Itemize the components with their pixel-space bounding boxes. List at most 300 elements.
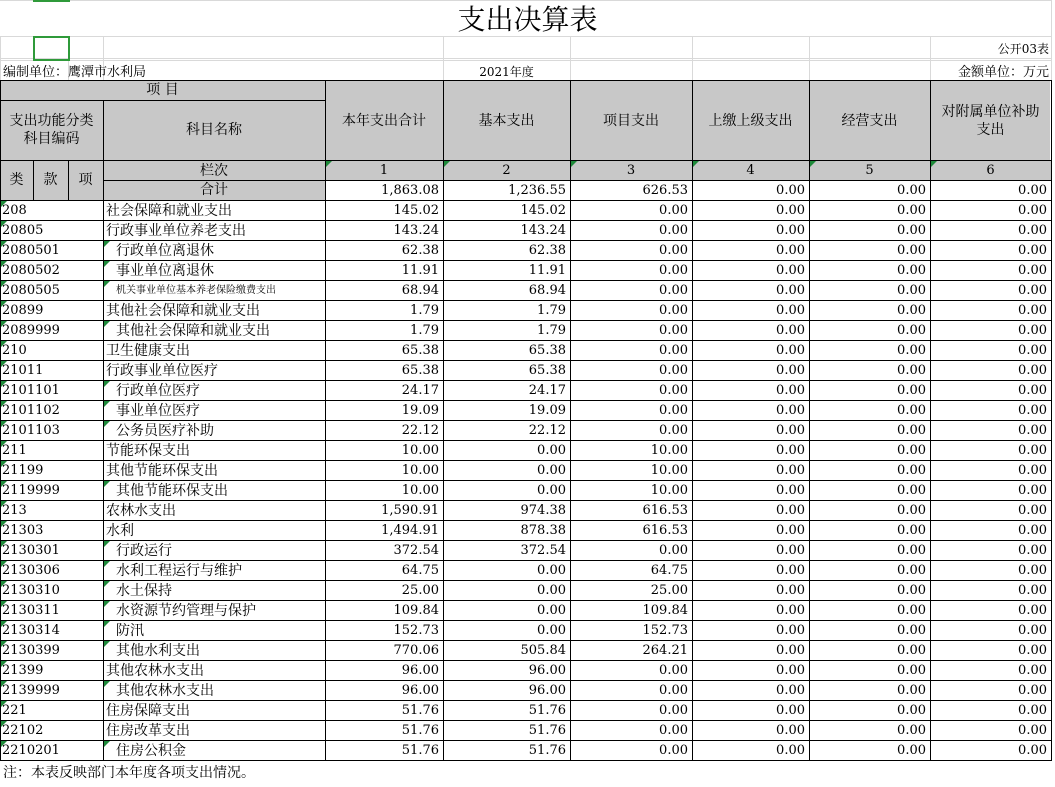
amount-cell-col4: 0.00 xyxy=(776,463,805,478)
table-border xyxy=(443,80,444,760)
amount-cell-col4: 0.00 xyxy=(776,563,805,578)
function-code: 2080505 xyxy=(2,283,60,298)
amount-cell-col6: 0.00 xyxy=(1018,623,1047,638)
table-border xyxy=(0,420,1051,421)
amount-cell-col2: 65.38 xyxy=(528,363,566,378)
function-code: 2101102 xyxy=(2,403,60,418)
amount-cell-col3: 0.00 xyxy=(659,363,688,378)
function-code: 21303 xyxy=(2,523,44,538)
amount-cell-col4: 0.00 xyxy=(776,483,805,498)
amount-cell-col1: 372.54 xyxy=(393,543,439,558)
header-lei: 类 xyxy=(9,172,24,188)
amount-cell-col2: 0.00 xyxy=(537,483,566,498)
function-code: 2130310 xyxy=(2,583,60,598)
function-code: 22102 xyxy=(2,723,44,738)
column-header-5: 经营支出 xyxy=(841,113,898,129)
amount-cell-col4: 0.00 xyxy=(776,643,805,658)
total-label: 合计 xyxy=(200,182,228,198)
cell-marker-icon xyxy=(571,161,577,167)
amount-cell-col5: 0.00 xyxy=(897,303,926,318)
amount-cell-col1: 51.76 xyxy=(401,723,439,738)
column-number-1: 1 xyxy=(379,163,389,178)
subject-name: 其他水利支出 xyxy=(116,643,200,659)
amount-cell-col1: 109.84 xyxy=(393,603,439,618)
column-header-6-line2: 支出 xyxy=(976,122,1005,138)
amount-cell-col2: 372.54 xyxy=(520,543,566,558)
table-border xyxy=(33,160,34,200)
table-border xyxy=(0,460,1051,461)
amount-cell-col4: 0.00 xyxy=(776,343,805,358)
amount-cell-col3: 0.00 xyxy=(659,323,688,338)
amount-cell-col3: 0.00 xyxy=(659,663,688,678)
amount-cell-col3: 0.00 xyxy=(659,243,688,258)
amount-cell-col2: 11.91 xyxy=(528,263,566,278)
column-header-6: 对附属单位补助 xyxy=(941,104,1040,120)
cell-marker-icon xyxy=(1,221,7,227)
amount-cell-col6: 0.00 xyxy=(1018,703,1047,718)
amount-cell-col3: 0.00 xyxy=(659,703,688,718)
header-column-no: 栏次 xyxy=(200,163,228,179)
amount-cell-col2: 1.79 xyxy=(537,303,566,318)
amount-cell-col1: 64.75 xyxy=(401,563,439,578)
table-border xyxy=(0,280,1051,281)
table-border xyxy=(103,180,1051,181)
function-code: 208 xyxy=(2,203,27,218)
column-highlight xyxy=(33,0,70,2)
subject-name: 其他农林水支出 xyxy=(116,683,214,699)
amount-cell-col4: 0.00 xyxy=(776,443,805,458)
amount-cell-col3: 0.00 xyxy=(659,743,688,758)
amount-cell-col2: 65.38 xyxy=(528,343,566,358)
amount-cell-col6: 0.00 xyxy=(1018,563,1047,578)
amount-cell-col5: 0.00 xyxy=(897,623,926,638)
amount-cell-col5: 0.00 xyxy=(897,563,926,578)
amount-cell-col4: 0.00 xyxy=(776,623,805,638)
amount-cell-col6: 0.00 xyxy=(1018,443,1047,458)
cell-marker-icon xyxy=(1,581,7,587)
function-code: 2080502 xyxy=(2,263,60,278)
spreadsheet-gridline xyxy=(809,36,810,80)
amount-cell-col4: 0.00 xyxy=(776,523,805,538)
cell-marker-icon xyxy=(1,521,7,527)
amount-cell-col4: 0.00 xyxy=(776,603,805,618)
cell-marker-icon xyxy=(1,501,7,507)
function-code: 2130301 xyxy=(2,543,60,558)
amount-cell-col1: 145.02 xyxy=(393,203,439,218)
amount-cell-col3: 10.00 xyxy=(650,483,688,498)
cell-marker-icon xyxy=(1,461,7,467)
amount-cell-col2: 0.00 xyxy=(537,603,566,618)
amount-cell-col5: 0.00 xyxy=(897,203,926,218)
function-code: 2101103 xyxy=(2,423,60,438)
total-value-3: 626.53 xyxy=(642,183,688,198)
table-border xyxy=(0,580,1051,581)
column-header-4: 上缴上级支出 xyxy=(708,113,793,129)
cell-marker-icon xyxy=(104,601,110,607)
amount-cell-col2: 0.00 xyxy=(537,563,566,578)
amount-cell-col6: 0.00 xyxy=(1018,303,1047,318)
amount-cell-col1: 152.73 xyxy=(393,623,439,638)
amount-cell-col3: 0.00 xyxy=(659,283,688,298)
amount-cell-col2: 145.02 xyxy=(520,203,566,218)
amount-cell-col6: 0.00 xyxy=(1018,523,1047,538)
table-border xyxy=(68,160,69,200)
cell-marker-icon xyxy=(326,161,332,167)
amount-unit: 金额单位：万元 xyxy=(957,65,1049,80)
amount-cell-col1: 65.38 xyxy=(401,343,439,358)
amount-cell-col4: 0.00 xyxy=(776,703,805,718)
amount-cell-col4: 0.00 xyxy=(776,323,805,338)
cell-marker-icon xyxy=(1,321,7,327)
amount-cell-col4: 0.00 xyxy=(776,743,805,758)
amount-cell-col3: 616.53 xyxy=(642,523,688,538)
amount-cell-col6: 0.00 xyxy=(1018,743,1047,758)
total-value-1: 1,863.08 xyxy=(381,183,439,198)
table-border xyxy=(0,360,1051,361)
cell-marker-icon xyxy=(1,281,7,287)
amount-cell-col3: 10.00 xyxy=(650,463,688,478)
amount-cell-col3: 0.00 xyxy=(659,303,688,318)
column-number-3: 3 xyxy=(626,163,636,178)
amount-cell-col3: 0.00 xyxy=(659,723,688,738)
amount-cell-col3: 0.00 xyxy=(659,423,688,438)
function-code: 213 xyxy=(2,503,27,518)
amount-cell-col5: 0.00 xyxy=(897,543,926,558)
table-border xyxy=(0,760,1051,761)
amount-cell-col2: 0.00 xyxy=(537,623,566,638)
table-border xyxy=(0,160,1051,161)
amount-cell-col5: 0.00 xyxy=(897,383,926,398)
cell-marker-icon xyxy=(1,441,7,447)
function-code: 2089999 xyxy=(2,323,60,338)
amount-cell-col2: 505.84 xyxy=(520,643,566,658)
table-border xyxy=(0,80,1,760)
cell-marker-icon xyxy=(104,381,110,387)
amount-cell-col6: 0.00 xyxy=(1018,583,1047,598)
amount-cell-col6: 0.00 xyxy=(1018,723,1047,738)
amount-cell-col4: 0.00 xyxy=(776,543,805,558)
cell-marker-icon xyxy=(1,301,7,307)
amount-cell-col6: 0.00 xyxy=(1018,343,1047,358)
column-number-2: 2 xyxy=(502,163,511,178)
subject-name: 卫生健康支出 xyxy=(106,343,190,359)
amount-cell-col2: 974.38 xyxy=(520,503,566,518)
amount-cell-col6: 0.00 xyxy=(1018,543,1047,558)
form-code: 公开03表 xyxy=(997,42,1049,56)
cell-marker-icon xyxy=(1,381,7,387)
amount-cell-col1: 62.38 xyxy=(401,243,439,258)
amount-cell-col1: 68.94 xyxy=(401,283,439,298)
cell-marker-icon xyxy=(1,601,7,607)
column-number-5: 5 xyxy=(865,163,874,178)
function-code: 211 xyxy=(2,443,27,458)
cell-marker-icon xyxy=(931,161,937,167)
subject-name: 行政事业单位养老支出 xyxy=(106,223,246,239)
table-border xyxy=(0,520,1051,521)
subject-name: 水资源节约管理与保护 xyxy=(116,603,256,619)
subject-name: 其他社会保障和就业支出 xyxy=(116,323,270,339)
amount-cell-col2: 1.79 xyxy=(537,323,566,338)
cell-marker-icon xyxy=(810,161,816,167)
table-border xyxy=(0,300,1051,301)
amount-cell-col2: 0.00 xyxy=(537,583,566,598)
amount-cell-col6: 0.00 xyxy=(1018,323,1047,338)
amount-cell-col2: 24.17 xyxy=(528,383,566,398)
subject-name: 机关事业单位基本养老保险缴费支出 xyxy=(116,285,276,296)
column-header-3: 项目支出 xyxy=(603,113,659,129)
cell-marker-icon xyxy=(104,241,110,247)
function-code: 210 xyxy=(2,343,27,358)
column-number-4: 4 xyxy=(746,163,755,178)
amount-cell-col1: 51.76 xyxy=(401,703,439,718)
amount-cell-col4: 0.00 xyxy=(776,583,805,598)
amount-cell-col2: 68.94 xyxy=(528,283,566,298)
cell-marker-icon xyxy=(1,721,7,727)
cell-marker-icon xyxy=(1,261,7,267)
amount-cell-col2: 51.76 xyxy=(528,743,566,758)
amount-cell-col1: 10.00 xyxy=(401,483,439,498)
amount-cell-col4: 0.00 xyxy=(776,403,805,418)
amount-cell-col6: 0.00 xyxy=(1018,283,1047,298)
function-code: 2101101 xyxy=(2,383,60,398)
subject-name: 防汛 xyxy=(116,623,144,639)
amount-cell-col3: 0.00 xyxy=(659,343,688,358)
amount-cell-col2: 96.00 xyxy=(528,683,566,698)
cell-marker-icon xyxy=(1,341,7,347)
amount-cell-col3: 264.21 xyxy=(642,643,688,658)
spreadsheet-gridline xyxy=(692,36,693,80)
table-border xyxy=(0,240,1051,241)
amount-cell-col5: 0.00 xyxy=(897,443,926,458)
preparing-unit: 编制单位：鹰潭市水利局 xyxy=(3,65,147,80)
table-border xyxy=(0,200,1051,201)
amount-cell-col5: 0.00 xyxy=(897,723,926,738)
header-func-class-code: 科目编码 xyxy=(23,131,80,147)
amount-cell-col6: 0.00 xyxy=(1018,383,1047,398)
amount-cell-col5: 0.00 xyxy=(897,363,926,378)
amount-cell-col1: 770.06 xyxy=(393,643,439,658)
cell-marker-icon xyxy=(693,161,699,167)
header-func-class: 支出功能分类 xyxy=(9,113,94,129)
table-border xyxy=(0,540,1051,541)
amount-cell-col4: 0.00 xyxy=(776,363,805,378)
function-code: 21399 xyxy=(2,663,44,678)
amount-cell-col1: 10.00 xyxy=(401,443,439,458)
amount-cell-col3: 25.00 xyxy=(650,583,688,598)
table-border xyxy=(0,480,1051,481)
subject-name: 行政单位离退休 xyxy=(116,243,214,259)
amount-cell-col4: 0.00 xyxy=(776,243,805,258)
page-title: 支出决算表 xyxy=(457,3,598,36)
cell-marker-icon xyxy=(104,641,110,647)
table-border xyxy=(0,660,1051,661)
function-code: 21011 xyxy=(2,363,44,378)
function-code: 2130311 xyxy=(2,603,60,618)
table-border xyxy=(809,80,810,760)
amount-cell-col5: 0.00 xyxy=(897,663,926,678)
subject-name: 水土保持 xyxy=(116,583,172,599)
amount-cell-col3: 152.73 xyxy=(642,623,688,638)
amount-cell-col6: 0.00 xyxy=(1018,203,1047,218)
amount-cell-col3: 0.00 xyxy=(659,203,688,218)
table-border xyxy=(0,700,1051,701)
table-border xyxy=(930,80,931,760)
cell-marker-icon xyxy=(1,241,7,247)
total-value-6: 0.00 xyxy=(1018,183,1047,198)
table-border xyxy=(0,620,1051,621)
amount-cell-col6: 0.00 xyxy=(1018,363,1047,378)
amount-cell-col3: 0.00 xyxy=(659,263,688,278)
amount-cell-col1: 1,494.91 xyxy=(381,523,439,538)
amount-cell-col6: 0.00 xyxy=(1018,463,1047,478)
function-code: 2139999 xyxy=(2,683,60,698)
column-header-2: 基本支出 xyxy=(478,113,535,129)
amount-cell-col2: 51.76 xyxy=(528,703,566,718)
subject-name: 其他节能环保支出 xyxy=(106,463,218,479)
cell-marker-icon xyxy=(104,481,110,487)
function-code: 2210201 xyxy=(2,743,60,758)
cell-marker-icon xyxy=(1,641,7,647)
cell-marker-icon xyxy=(104,261,110,267)
amount-cell-col5: 0.00 xyxy=(897,523,926,538)
total-value-5: 0.00 xyxy=(897,183,926,198)
function-code: 20805 xyxy=(2,223,44,238)
amount-cell-col4: 0.00 xyxy=(776,723,805,738)
amount-cell-col4: 0.00 xyxy=(776,203,805,218)
amount-cell-col5: 0.00 xyxy=(897,743,926,758)
spreadsheet-gridline xyxy=(0,60,1051,61)
function-code: 2130306 xyxy=(2,563,60,578)
cell-marker-icon xyxy=(104,281,110,287)
amount-cell-col3: 64.75 xyxy=(650,563,688,578)
function-code: 2119999 xyxy=(2,483,60,498)
amount-cell-col5: 0.00 xyxy=(897,423,926,438)
total-value-2: 1,236.55 xyxy=(508,183,566,198)
amount-cell-col1: 10.00 xyxy=(401,463,439,478)
table-border xyxy=(570,80,571,760)
amount-cell-col1: 19.09 xyxy=(401,403,439,418)
subject-name: 其他农林水支出 xyxy=(106,663,204,679)
table-border xyxy=(103,100,104,760)
subject-name: 社会保障和就业支出 xyxy=(106,203,232,219)
table-border xyxy=(0,740,1051,741)
active-cell-cursor[interactable] xyxy=(33,36,70,61)
table-border xyxy=(0,680,1051,681)
amount-cell-col1: 65.38 xyxy=(401,363,439,378)
subject-name: 水利工程运行与维护 xyxy=(116,563,242,579)
spreadsheet-gridline xyxy=(930,36,931,80)
cell-marker-icon xyxy=(1,481,7,487)
amount-cell-col4: 0.00 xyxy=(776,283,805,298)
amount-cell-col5: 0.00 xyxy=(897,323,926,338)
header-kuan: 款 xyxy=(43,172,58,188)
amount-cell-col2: 19.09 xyxy=(528,403,566,418)
cell-marker-icon xyxy=(1,421,7,427)
amount-cell-col1: 25.00 xyxy=(401,583,439,598)
function-code: 2080501 xyxy=(2,243,60,258)
amount-cell-col3: 0.00 xyxy=(659,223,688,238)
amount-cell-col1: 11.91 xyxy=(401,263,439,278)
amount-cell-col5: 0.00 xyxy=(897,463,926,478)
table-border xyxy=(0,100,325,101)
amount-cell-col3: 0.00 xyxy=(659,543,688,558)
table-border xyxy=(0,400,1051,401)
table-border xyxy=(0,640,1051,641)
cell-marker-icon xyxy=(1,541,7,547)
cell-marker-icon xyxy=(1,681,7,687)
cell-marker-icon xyxy=(1,401,7,407)
cell-marker-icon xyxy=(1,621,7,627)
total-value-4: 0.00 xyxy=(776,183,805,198)
spreadsheet-gridline xyxy=(0,36,1,80)
column-number-6: 6 xyxy=(986,163,995,178)
column-header-1: 本年支出合计 xyxy=(342,113,426,129)
amount-cell-col4: 0.00 xyxy=(776,423,805,438)
amount-cell-col6: 0.00 xyxy=(1018,263,1047,278)
subject-name: 事业单位离退休 xyxy=(116,263,214,279)
amount-cell-col5: 0.00 xyxy=(897,683,926,698)
subject-name: 行政事业单位医疗 xyxy=(106,363,218,379)
cell-marker-icon xyxy=(104,581,110,587)
subject-name: 行政单位医疗 xyxy=(116,383,200,399)
amount-cell-col1: 96.00 xyxy=(401,683,439,698)
cell-marker-icon xyxy=(1,201,7,207)
table-border xyxy=(325,80,326,760)
amount-cell-col4: 0.00 xyxy=(776,683,805,698)
cell-marker-icon xyxy=(104,741,110,747)
amount-cell-col1: 22.12 xyxy=(401,423,439,438)
subject-name: 行政运行 xyxy=(116,543,172,559)
amount-cell-col6: 0.00 xyxy=(1018,663,1047,678)
amount-cell-col5: 0.00 xyxy=(897,643,926,658)
cell-marker-icon xyxy=(104,401,110,407)
function-code: 20899 xyxy=(2,303,44,318)
fiscal-year: 2021年度 xyxy=(479,65,534,79)
amount-cell-col2: 96.00 xyxy=(528,663,566,678)
amount-cell-col1: 51.76 xyxy=(401,743,439,758)
table-border xyxy=(0,220,1051,221)
amount-cell-col5: 0.00 xyxy=(897,223,926,238)
amount-cell-col1: 24.17 xyxy=(401,383,439,398)
amount-cell-col2: 0.00 xyxy=(537,443,566,458)
table-border xyxy=(0,340,1051,341)
cell-marker-icon xyxy=(1,701,7,707)
amount-cell-col6: 0.00 xyxy=(1018,243,1047,258)
subject-name: 其他社会保障和就业支出 xyxy=(106,303,260,319)
amount-cell-col3: 0.00 xyxy=(659,403,688,418)
function-code: 21199 xyxy=(2,463,44,478)
amount-cell-col3: 10.00 xyxy=(650,443,688,458)
amount-cell-col4: 0.00 xyxy=(776,663,805,678)
subject-name: 住房改革支出 xyxy=(106,723,190,739)
cell-marker-icon xyxy=(1,361,7,367)
amount-cell-col5: 0.00 xyxy=(897,283,926,298)
table-border xyxy=(0,260,1051,261)
subject-name: 其他节能环保支出 xyxy=(116,483,228,499)
table-border xyxy=(0,720,1051,721)
amount-cell-col3: 616.53 xyxy=(642,503,688,518)
subject-name: 农林水支出 xyxy=(106,503,176,519)
function-code: 2130314 xyxy=(2,623,60,638)
amount-cell-col4: 0.00 xyxy=(776,383,805,398)
amount-cell-col5: 0.00 xyxy=(897,503,926,518)
footnote: 注：本表反映部门本年度各项支出情况。 xyxy=(3,765,255,781)
table-border xyxy=(1051,80,1052,761)
amount-cell-col1: 1.79 xyxy=(410,323,439,338)
table-border xyxy=(0,80,1051,81)
table-border xyxy=(692,80,693,760)
spreadsheet-gridline xyxy=(0,58,1051,59)
